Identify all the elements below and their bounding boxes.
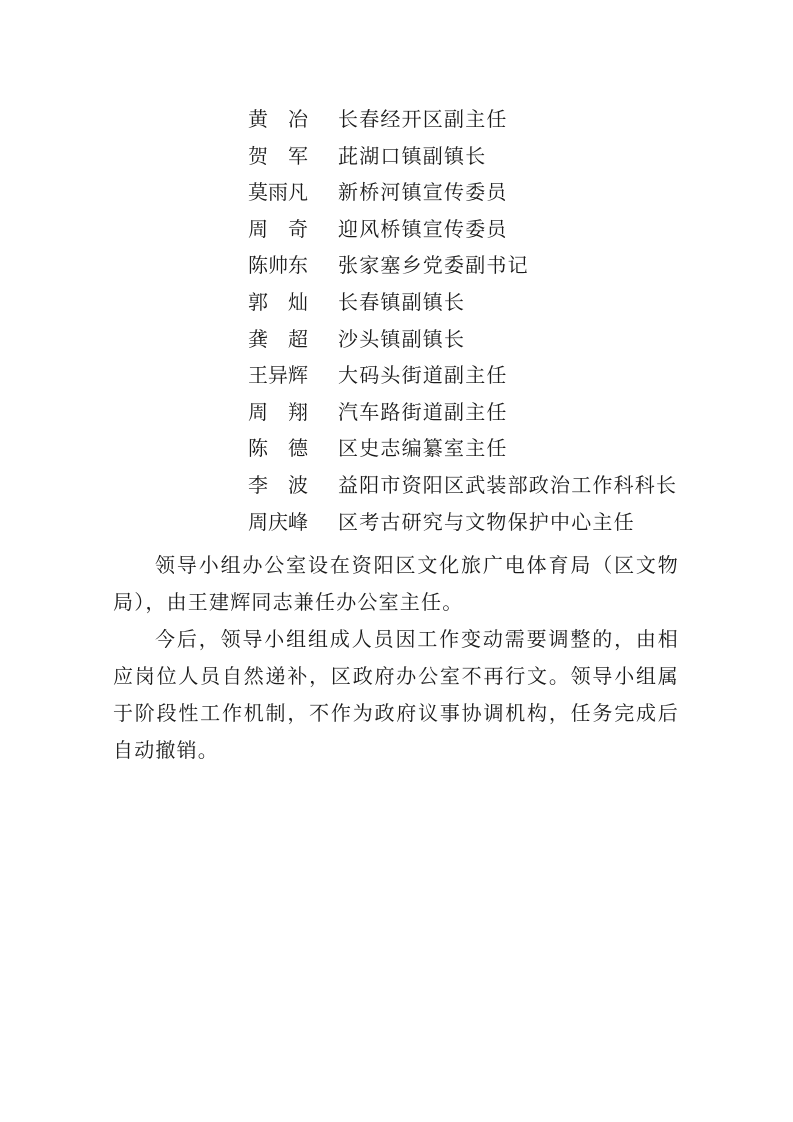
member-name: 贺军 — [248, 143, 328, 168]
office-paragraph: 领导小组办公室设在资阳区文化旅广电体育局（区文物局），由王建辉同志兼任办公室主任。 — [113, 553, 679, 614]
member-row — [248, 284, 708, 321]
member-name: 黄冶 — [248, 107, 328, 131]
member-row — [248, 321, 708, 358]
member-row — [248, 394, 708, 431]
member-row — [248, 357, 708, 394]
member-name: 郭灿 — [248, 289, 328, 314]
member-title: 迎风桥镇宣传委员 — [338, 216, 508, 241]
member-name: 龚超 — [248, 326, 328, 351]
member-name: 王异辉 — [248, 363, 308, 388]
member-name: 莫雨凡 — [248, 180, 308, 205]
body-paragraphs — [113, 547, 679, 769]
member-title: 长春经开区副主任 — [338, 107, 508, 131]
member-title: 区考古研究与文物保护中心主任 — [338, 509, 635, 534]
member-title: 汽车路街道副主任 — [338, 399, 508, 424]
member-title: 区史志编纂室主任 — [338, 436, 508, 461]
member-name: 周奇 — [248, 216, 328, 241]
member-name: 陈德 — [248, 436, 328, 461]
member-row — [248, 138, 708, 175]
member-name: 周翔 — [248, 399, 328, 424]
member-name: 李波 — [248, 472, 328, 497]
member-list — [248, 101, 708, 540]
member-row — [248, 504, 708, 541]
member-row — [248, 467, 708, 504]
member-title: 大码头街道副主任 — [338, 363, 508, 388]
member-name: 周庆峰 — [248, 509, 308, 534]
adjustment-paragraph: 今后，领导小组组成人员因工作变动需要调整的，由相应岗位人员自然递补，区政府办公室不再行文。领导小组属于阶段性工作机制，不作为政府议事协调机构，任务完成后自动撤销。 — [113, 627, 679, 762]
member-title: 茈湖口镇副镇长 — [338, 143, 487, 168]
member-row — [248, 430, 708, 467]
member-row — [248, 101, 708, 138]
member-title: 长春镇副镇长 — [338, 289, 466, 314]
member-row — [248, 247, 708, 284]
member-row — [248, 211, 708, 248]
member-title: 沙头镇副镇长 — [338, 326, 466, 351]
member-title: 益阳市资阳区武装部政治工作科科长 — [338, 472, 678, 497]
member-name: 陈帅东 — [248, 253, 308, 278]
member-title: 新桥河镇宣传委员 — [338, 180, 508, 205]
member-title: 张家塞乡党委副书记 — [338, 253, 529, 278]
member-row — [248, 174, 708, 211]
